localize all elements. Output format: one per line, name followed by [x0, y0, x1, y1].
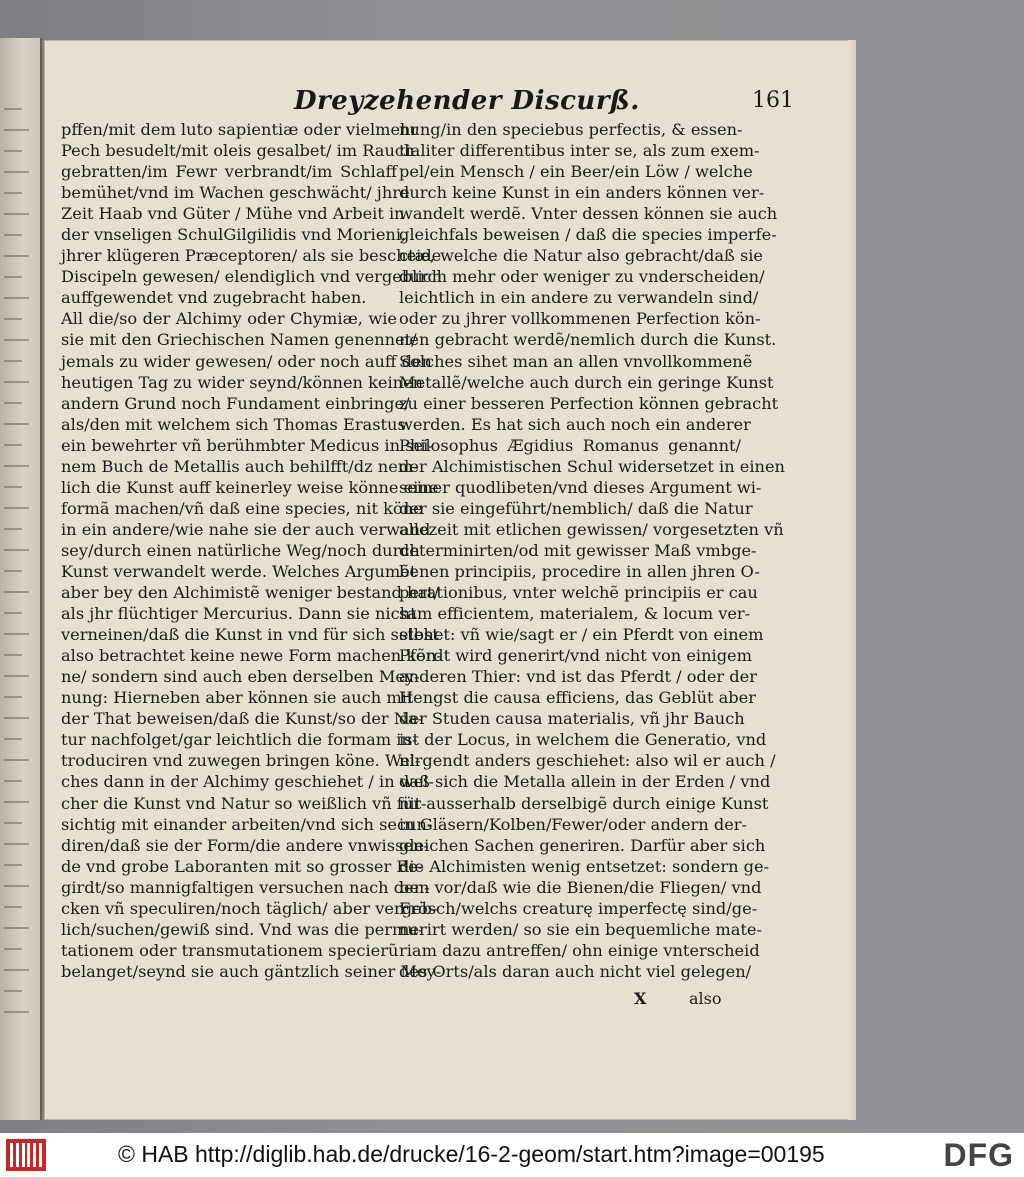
previous-page-text-strip — [4, 633, 29, 635]
previous-page-text-strip — [4, 444, 22, 446]
text-line: der vnseligen SchulGilgilidis vnd Morieni, — [61, 225, 407, 245]
text-line: also betrachtet keine newe Form machen kõn- — [61, 646, 442, 666]
previous-page-text-strip — [4, 297, 29, 299]
text-line: benen principiis, procedire in allen jhren O- — [399, 561, 760, 581]
previous-page-text-strip — [4, 486, 22, 488]
previous-page-text-strip — [4, 780, 22, 782]
footer-bar — [0, 1133, 1024, 1177]
text-line: zu einer besseren Perfection können gebracht — [399, 393, 779, 413]
text-line: Discipeln gewesen/ elendiglich vnd vergeblich — [61, 267, 443, 287]
text-line: nen gebracht werdẽ/nemlich durch die Kunst. — [399, 330, 777, 350]
previous-page-text-strip — [4, 990, 22, 992]
text-line: Zeit Haab vnd Güter / Mühe vnd Arbeit in — [61, 204, 405, 224]
left-text-column — [61, 119, 443, 982]
previous-page-text-strip — [4, 549, 29, 551]
previous-page-text-strip — [4, 213, 29, 215]
text-line: andern Grund noch Fundament einbringe/ — [61, 393, 410, 413]
text-line: tur nachfolget/gar leichtlich die formam in- — [61, 730, 418, 750]
text-line: pffen/mit dem luto sapientiæ oder vielmehr — [61, 120, 419, 139]
previous-page-text-strip — [4, 192, 22, 194]
text-line: cher die Kunst vnd Natur so weißlich vñ für- — [61, 793, 427, 813]
text-line: nung: Hierneben aber können sie auch mit — [61, 688, 414, 708]
previous-page-text-strip — [4, 339, 29, 341]
text-line: gebratten/im Fewr verbrandt/im Schlaff — [61, 162, 397, 182]
text-line: lich die Kunst auff keinerley weise könne eine — [61, 477, 439, 497]
previous-page-text-strip — [4, 129, 29, 131]
text-line: Kunst verwandelt werde. Welches Argumẽt — [61, 561, 417, 581]
text-line: Hengst die causa efficiens, das Geblüt aber — [399, 688, 756, 708]
previous-page-text-strip — [4, 528, 22, 530]
previous-page-text-strip — [4, 150, 22, 152]
text-line: bemühet/vnd im Wachen geschwächt/ jhre — [61, 183, 410, 203]
text-line: nem Buch de Metallis auch behilfft/dz nem- — [61, 456, 419, 476]
text-line: nit ausserhalb derselbigẽ durch einige Kunst — [399, 793, 769, 813]
text-line: gleichen Sachen generiren. Darfür aber sich — [399, 835, 766, 855]
text-line: diren/daß sie der Form/die andere vnwissen- — [61, 835, 429, 855]
previous-page-text-strip — [4, 402, 22, 404]
book-page — [44, 40, 856, 1120]
text-line: formã machen/vñ daß eine species, nit köne — [61, 498, 423, 518]
text-line: Frösch/welchs creaturę imperfectę sind/ge- — [399, 898, 758, 918]
previous-page-text-strip — [4, 885, 29, 887]
text-line: gleichfals beweisen / daß die species imperfe- — [399, 225, 777, 245]
text-line: pel/ein Mensch / ein Beer/ein Löw / welche — [399, 162, 753, 182]
previous-page-text-strip — [4, 234, 22, 236]
text-line: der sie eingeführt/nemblich/ daß die Natur — [399, 498, 753, 518]
text-line: perationibus, vnter welchẽ principiis er cau — [399, 583, 758, 603]
dfg-logo-icon: DFG — [943, 1137, 1014, 1173]
text-line: troduciren vnd zuwegen bringen köne. Wel- — [61, 751, 421, 771]
previous-page-text-strip — [4, 717, 29, 719]
previous-page-text-strip — [4, 906, 22, 908]
previous-page-text-strip — [4, 255, 29, 257]
text-line: ctæ, welche die Natur also gebracht/daß sie — [399, 246, 764, 266]
text-line: riam dazu antreffen/ ohn einige vnterscheid — [399, 940, 760, 960]
previous-page-text-strip — [4, 696, 22, 698]
text-line: in ein andere/wie nahe sie der auch verwand — [61, 519, 431, 539]
text-line: der That beweisen/daß die Kunst/so der Na- — [61, 709, 424, 729]
previous-page-text-strip — [4, 1011, 29, 1013]
text-line: Pech besudelt/mit oleis gesalbet/ im Rauch — [61, 141, 415, 161]
text-line: stehet: vñ wie/sagt er / ein Pferdt von einem — [399, 625, 764, 645]
text-line: auffgewendet vnd zugebracht haben. — [61, 288, 367, 308]
text-line: leichtlich in ein andere zu verwandeln sind/ — [399, 288, 759, 308]
text-line: heutigen Tag zu wider seynd/können keinen — [61, 372, 424, 392]
text-line: ist der Locus, in welchem die Generatio, vnd — [399, 730, 767, 750]
text-line: tationem oder transmutationem specierũ — [61, 940, 399, 960]
text-line: anderen Thier: vnd ist das Pferdt / oder der — [399, 667, 757, 687]
text-line: nung/in den speciebus perfectis, & essen- — [399, 120, 743, 139]
text-line: sam efficientem, materialem, & locum ver- — [399, 604, 751, 624]
text-line: Metallẽ/welche auch durch ein geringe Kunst — [399, 372, 774, 392]
text-line: werden. Es hat sich auch noch ein anderer — [399, 414, 751, 434]
previous-page-edge — [0, 38, 42, 1120]
previous-page-text-strip — [4, 318, 22, 320]
previous-page-text-strip — [4, 654, 22, 656]
text-line: determinirten/od mit gewisser Maß vmbge- — [399, 540, 757, 560]
text-line: nirgendt anders geschiehet: also wil er auch / — [399, 751, 776, 771]
text-line: der Alchimistischen Schul widersetzet in einen — [399, 456, 785, 476]
text-line: sie mit den Griechischen Namen genennet/ — [61, 330, 417, 350]
page-header — [294, 84, 814, 124]
text-line: aber bey den Alchimistẽ weniger bestand hat/ — [61, 583, 440, 603]
page-signature — [634, 989, 744, 1013]
text-line: tialiter differentibus inter se, als zum exem- — [399, 141, 760, 161]
previous-page-text-strip — [4, 108, 22, 110]
previous-page-text-strip — [4, 360, 22, 362]
text-line: durch mehr oder weniger zu vnderscheiden/ — [399, 267, 765, 287]
text-line: durch keine Kunst in ein anders können ver- — [399, 183, 765, 203]
text-line: jhrer klügeren Præceptoren/ als sie bescheide — [61, 246, 442, 266]
text-line: in Gläsern/Kolben/Fewer/oder andern der- — [399, 814, 748, 834]
previous-page-text-strip — [4, 381, 29, 383]
text-line: als jhr flüchtiger Mercurius. Dann sie nicht — [61, 604, 417, 624]
text-line: Solches sihet man an allen vnvollkommenẽ — [399, 351, 753, 371]
previous-page-text-strip — [4, 591, 29, 593]
catch-word: also — [689, 989, 722, 1008]
signature-mark: X — [634, 989, 647, 1008]
text-line: de vnd grobe Laboranten mit so grosser Be- — [61, 856, 424, 876]
text-line: des Orts/als daran auch nicht viel gelegen/ — [399, 961, 752, 981]
text-line: allezeit mit etlichen gewissen/ vorgesetzten vñ — [399, 519, 784, 539]
text-line: ein bewehrter vñ berühmbter Medicus in sei- — [61, 435, 434, 455]
previous-page-text-strip — [4, 969, 29, 971]
text-line: oder zu jhrer vollkommenen Perfection kön- — [399, 309, 761, 329]
previous-page-text-strip — [4, 843, 29, 845]
text-line: ben vor/daß wie die Bienen/die Fliegen/ vnd — [399, 877, 762, 897]
text-line: belanget/seynd sie auch gäntzlich seiner Mey- — [61, 961, 442, 981]
previous-page-text-strip — [4, 507, 29, 509]
text-line: als/den mit welchem sich Thomas Erastus — [61, 414, 406, 434]
page-number: 161 — [752, 88, 794, 113]
text-line: der Studen causa materialis, vñ jhr Bauch — [399, 709, 745, 729]
text-line: cken vñ speculiren/noch täglich/ aber vergeb- — [61, 898, 438, 918]
text-line: seiner quodlibeten/vnd dieses Argument wi- — [399, 477, 762, 497]
previous-page-text-strip — [4, 171, 29, 173]
previous-page-text-strip — [4, 423, 29, 425]
right-text-column — [399, 119, 785, 982]
previous-page-text-strip — [4, 927, 29, 929]
text-line: Pferdt wird generirt/vnd nicht von einigem — [399, 646, 752, 666]
previous-page-text-strip — [4, 276, 22, 278]
text-line: nerirt werden/ so sie ein bequemliche mate- — [399, 919, 762, 939]
text-line: daß sich die Metalla allein in der Erden / vnd — [399, 772, 771, 792]
previous-page-text-strip — [4, 864, 22, 866]
text-line: wandelt werdẽ. Vnter dessen können sie auch — [399, 204, 778, 224]
running-title: Dreyzehender Discurß. — [294, 86, 640, 116]
text-line: girdt/so mannigfaltigen versuchen nach den- — [61, 877, 430, 897]
text-line: All die/so der Alchimy oder Chymiæ, wie — [61, 309, 397, 329]
page-edge-shadow — [848, 40, 856, 1120]
previous-page-text-strip — [4, 948, 22, 950]
text-line: Philosophus Ægidius Romanus genannt/ — [399, 435, 741, 455]
text-line: jemals zu wider gewesen/ oder noch auff den — [61, 351, 432, 371]
previous-page-text-strip — [4, 675, 29, 677]
previous-page-text-strip — [4, 801, 29, 803]
text-line: sichtig mit einander arbeiten/vnd sich secun- — [61, 814, 433, 834]
text-line: die Alchimisten wenig entsetzet: sondern ge- — [399, 856, 770, 876]
text-line: ne/ sondern sind auch eben derselben Mey- — [61, 667, 420, 687]
previous-page-text-strip — [4, 822, 22, 824]
text-line: lich/suchen/gewiß sind. Vnd was die permu- — [61, 919, 424, 939]
previous-page-text-strip — [4, 465, 29, 467]
text-line: verneinen/daß die Kunst in vnd für sich selbst — [61, 625, 439, 645]
previous-page-text-strip — [4, 570, 22, 572]
previous-page-text-strip — [4, 738, 22, 740]
previous-page-text-strip — [4, 612, 22, 614]
barcode-icon — [6, 1139, 46, 1171]
text-line: sey/durch einen natürliche Weg/noch durch — [61, 540, 420, 560]
copyright-url[interactable]: © HAB http://diglib.hab.de/drucke/16-2-geom/start.htm?image=00195 — [118, 1141, 825, 1167]
text-line: ches dann in der Alchimy geschiehet / in wel- — [61, 772, 434, 792]
previous-page-text-strip — [4, 759, 29, 761]
